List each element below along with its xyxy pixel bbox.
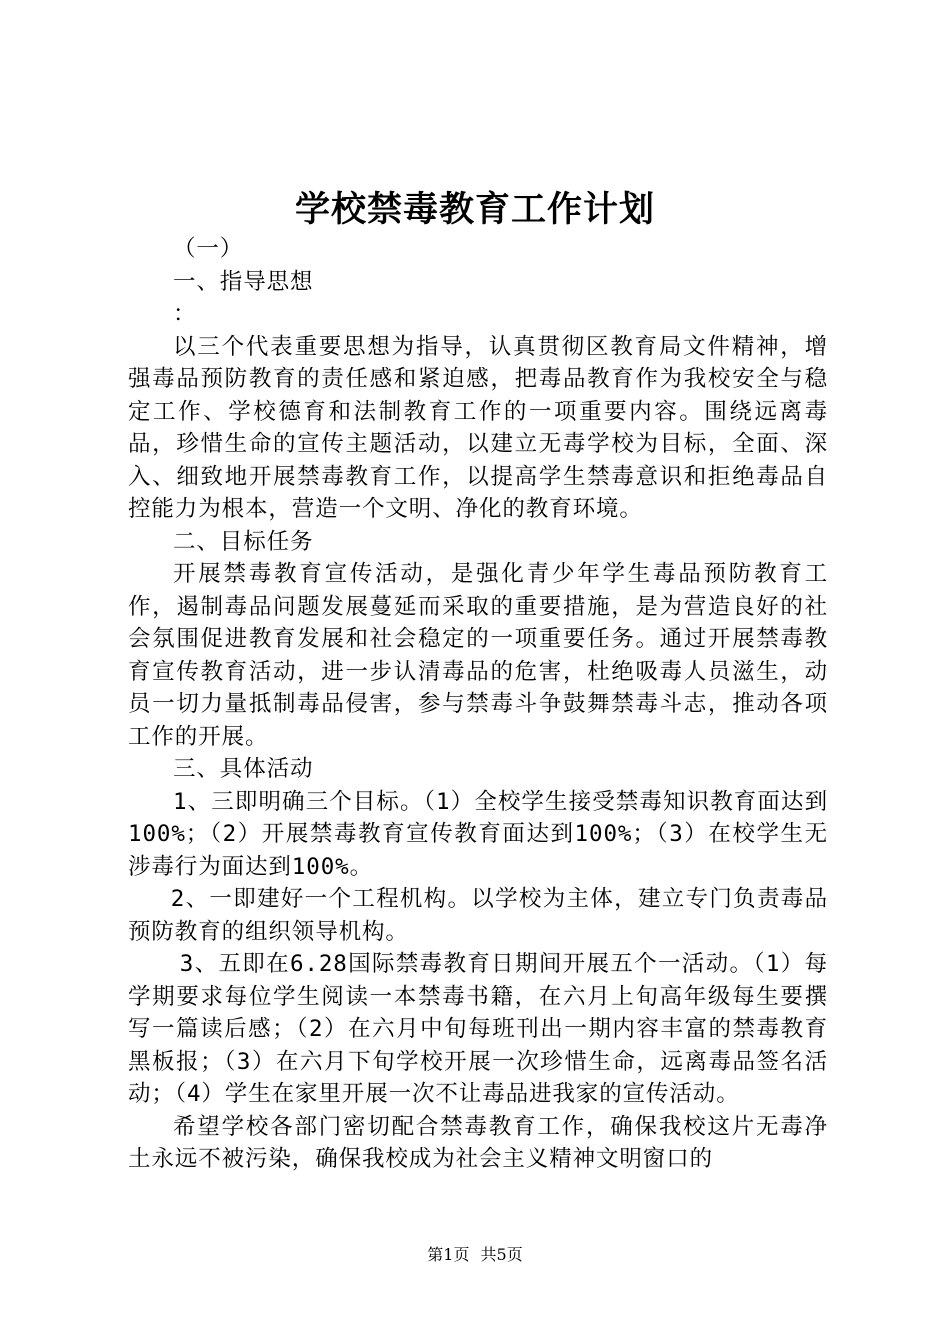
paragraph-activity-3: 3、五即在6.28国际禁毒教育日期间开展五个一活动。（1）每学期要求每位学生阅读一本禁毒书籍，在六月上旬高年级每生要撰写一篇读后感；（2）在六月中旬每班刊出一期内容丰富的禁毒教育黑板报；（3）在六月下旬学校开展一次珍惜生命，远离毒品签名活动；（4）学生在家里开展一次不让毒品进我家的宣传活动。 [128, 951, 828, 1107]
page-total: 共5页 [480, 1245, 523, 1264]
paragraph-activity-1: 1、三即明确三个目标。（1）全校学生接受禁毒知识教育面达到100%；（2）开展禁毒教育宣传教育面达到100%；（3）在校学生无涉毒行为面达到100%。 [128, 788, 828, 880]
heading-guiding-ideology: 一、指导思想 [173, 268, 314, 295]
page-footer [0, 1244, 950, 1266]
paragraph-goals: 开展禁毒教育宣传活动，是强化青少年学生毒品预防教育工作，遏制毒品问题发展蔓延而采取的重要措施，是为营造良好的社会氛围促进教育发展和社会稳定的一项重要任务。通过开展禁毒教育宣传教育活动，进一步认清毒品的危害，杜绝吸毒人员滋生，动员一切力量抵制毒品侵害，参与禁毒斗争鼓舞禁毒斗志，推动各项工作的开展。 [128, 561, 828, 750]
paragraph-guiding-ideology: 以三个代表重要思想为指导，认真贯彻区教育局文件精神，增强毒品预防教育的责任感和紧迫感，把毒品教育作为我校安全与稳定工作、学校德育和法制教育工作的一项重要内容。围绕远离毒品，珍惜生命的宣传主题活动，以建立无毒学校为目标，全面、深入、细致地开展禁毒教育工作，以提高学生禁毒意识和拒绝毒品自控能力为根本，营造一个文明、净化的教育环境。 [128, 333, 828, 522]
page-number: 第1页 [427, 1245, 470, 1264]
section-number: （一） [173, 236, 244, 262]
heading-activities: 三、具体活动 [173, 756, 314, 782]
paragraph-closing: 希望学校各部门密切配合禁毒教育工作，确保我校这片无毒净土永远不被污染，确保我校成为社会主义精神文明窗口的 [128, 1113, 828, 1172]
paragraph-activity-2: 2、一即建好一个工程机构。以学校为主体，建立专门负责毒品预防教育的组织领导机构。 [128, 886, 828, 945]
document-body [128, 233, 828, 1176]
colon-line: ： [173, 301, 197, 327]
document-title: 学校禁毒教育工作计划 [294, 189, 655, 230]
heading-goals: 二、目标任务 [173, 528, 314, 555]
